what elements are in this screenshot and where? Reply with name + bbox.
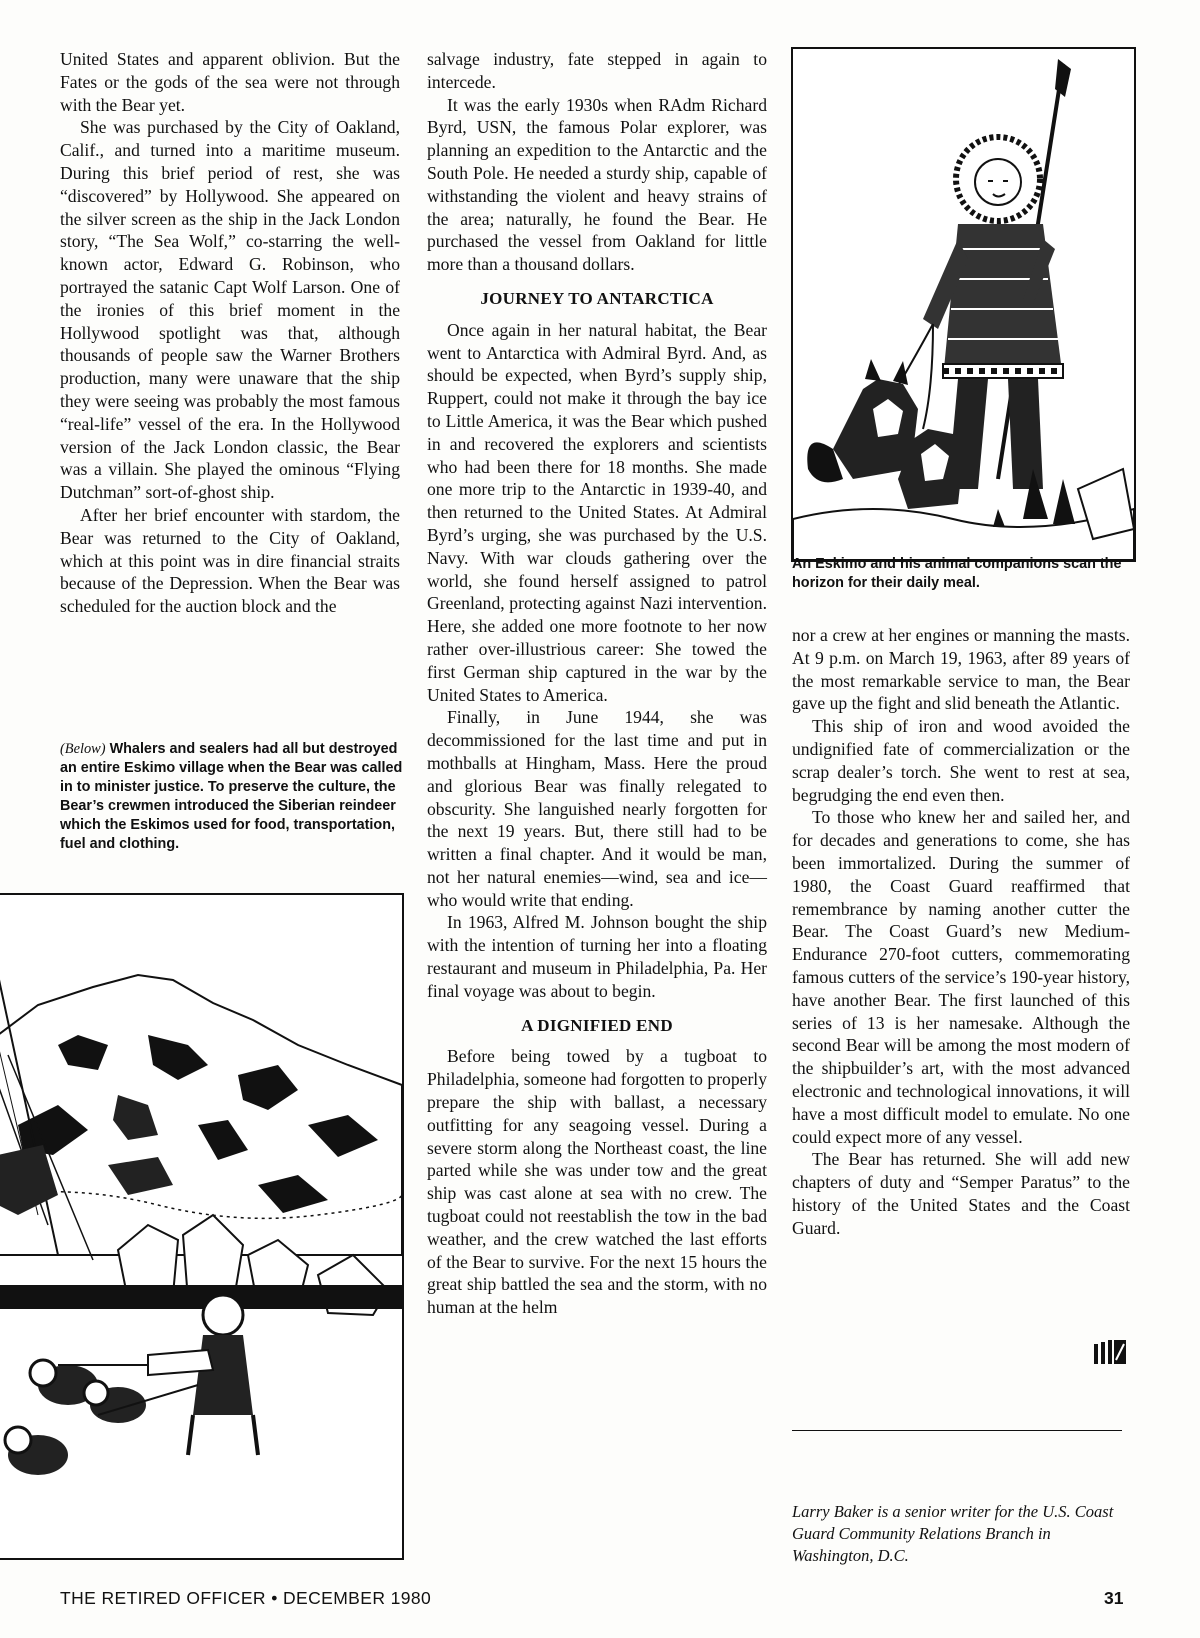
article-column-3 <box>792 624 1130 1240</box>
paragraph: Once again in her natural habitat, the Bear went to Antarctica with Admiral Byrd. And, as should be expected, when Byrd’s supply ship, Ruppert, could not make it through the bay ice to Little America, it was the Bear which pushed in and recovered the explorers and scientists who had been there for 18 months. She made one more trip to the Antarctic in 1939-40, and then returned to the United States. At Admiral Byrd’s urging, she was purchased by the U.S. Navy. With war clouds gathering over the world, she found herself assigned to patrol Greenland, protecting against Nazi intervention. Here, she added one more footnote to her now rather over-illustrious career: She towed the first German ship captured in the war by the United States to America. <box>427 319 767 705</box>
village-scene-drawing <box>0 895 402 1558</box>
paragraph: Before being towed by a tugboat to Philadelphia, someone had forgotten to properly prepare the ship with ballast, a necessary outfitting for any seagoing vessel. During a severe storm along the Northeast coast, the line parted while she was under tow and the great ship was cast alone at sea with no crew. The tugboat could not reestablish the tow in the bad weather, and the crew watched the last efforts of the Bear to survive. For the next 15 hours the great ship battled the sea and the storm, with no human at the helm <box>427 1046 767 1318</box>
paragraph: The Bear has returned. She will add new chapters of duty and “Semper Paratus” to the history of the United States and the Coast Guard. <box>792 1149 1130 1238</box>
coast-guard-stripe-icon <box>1092 1338 1128 1368</box>
footer-publication: THE RETIRED OFFICER • DECEMBER 1980 <box>60 1588 432 1608</box>
eskimo-hunter-illustration <box>791 47 1136 562</box>
author-bio: Larry Baker is a senior writer for the U.S. Coast Guard Community Relations Branch in Washington, D.C. <box>792 1502 1114 1565</box>
section-heading: A DIGNIFIED END <box>521 1015 673 1035</box>
caption-prefix: (Below) <box>60 741 106 757</box>
article-column-1 <box>60 48 400 618</box>
bio-divider <box>792 1430 1122 1431</box>
paragraph: nor a crew at her engines or manning the masts. At 9 p.m. on March 19, 1963, after 89 years of the most remarkable service to man, the Bear gave up the fight and slid beneath the Atlantic. <box>792 625 1130 714</box>
caption-village-illustration <box>60 740 404 854</box>
paragraph: United States and apparent oblivion. But the Fates or the gods of the sea were not through with the Bear yet. <box>60 49 400 115</box>
paragraph: To those who knew her and sailed her, and for decades and generations to come, she has been immortalized. During the summer of 1980, the Coast Guard reaffirmed that remembrance by naming another cutter the Bear. The Coast Guard’s new Medium-Endurance 270-foot cutters, commemorating famous cutters of the service’s 190-year history, have another Bear. The first launched of this series of 13 is her namesake. Although the second Bear will be among the most modern of the shipbuilder’s art, with the most advanced electronic and technological innovations, it will have a most difficult model to emulate. No one could expect more of any vessel. <box>792 807 1130 1147</box>
caption-eskimo-illustration: An Eskimo and his animal companions scan the horizon for their daily meal. <box>792 556 1122 591</box>
paragraph: This ship of iron and wood avoided the undignified fate of commercialization or the scrap dealer’s torch. She went to rest at sea, begrudging the end even then. <box>792 716 1130 805</box>
paragraph: It was the early 1930s when RAdm Richard Byrd, USN, the famous Polar explorer, was planning an expedition to the Antarctic and the South Pole. He needed a sturdy ship, capable of withstanding the violent and heavy strains of the area; naturally, he found the Bear. He purchased the vessel from Oakland for little more than a thousand dollars. <box>427 94 767 275</box>
paragraph: salvage industry, fate stepped in again to intercede. <box>427 49 767 92</box>
page-number: 31 <box>1104 1588 1124 1608</box>
paragraph: She was purchased by the City of Oakland, Calif., and turned into a maritime museum. During this brief period of rest, she was “discovered” by Hollywood. She appeared on the silver screen as the ship in the Jack London story, “The Sea Wolf,” co-starring the well-known actor, Edward G. Robinson, who portrayed the satanic Capt Wolf Larson. One of the ironies of this brief moment in the Hollywood spotlight was that, although thousands of people saw the Warner Brothers production, many were unaware that the ship they were seeing was probably the most famous “real-life” vessel of the era. In the Hollywood version of the Jack London classic, the Bear was a villain. She played the ominous “Flying Dutchman” sort-of-ghost ship. <box>60 117 400 503</box>
paragraph: After her brief encounter with stardom, the Bear was returned to the City of Oakland, which at this point was in dire financial straits because of the Depression. When the Bear was scheduled for the auction block and the <box>60 504 400 617</box>
eskimo-hunter-drawing <box>793 49 1134 560</box>
paragraph: In 1963, Alfred M. Johnson bought the ship with the intention of turning her into a floating restaurant and museum in Philadelphia, Pa. Her final voyage was about to begin. <box>427 912 767 1001</box>
article-column-2 <box>427 48 767 1319</box>
paragraph: Finally, in June 1944, she was decommissioned for the last time and put in mothballs at Hingham, Mass. Here the proud and glorious Bear was finally relegated to obscurity. She languished nearly forgotten for the next 19 years. But, there still had to be written a final chapter. And it would be man, not her natural enemies—wind, sea and ice—who would write that ending. <box>427 707 767 910</box>
caption-text: Whalers and sealers had all but destroyed an entire Eskimo village when the Bear was called in to minister justice. To preserve the culture, the Bear’s crewmen introduced the Siberian reindeer which the Eskimos used for food, transportation, fuel and clothing. <box>60 741 403 852</box>
section-heading: JOURNEY TO ANTARCTICA <box>480 288 714 308</box>
eskimo-village-illustration <box>0 893 404 1560</box>
